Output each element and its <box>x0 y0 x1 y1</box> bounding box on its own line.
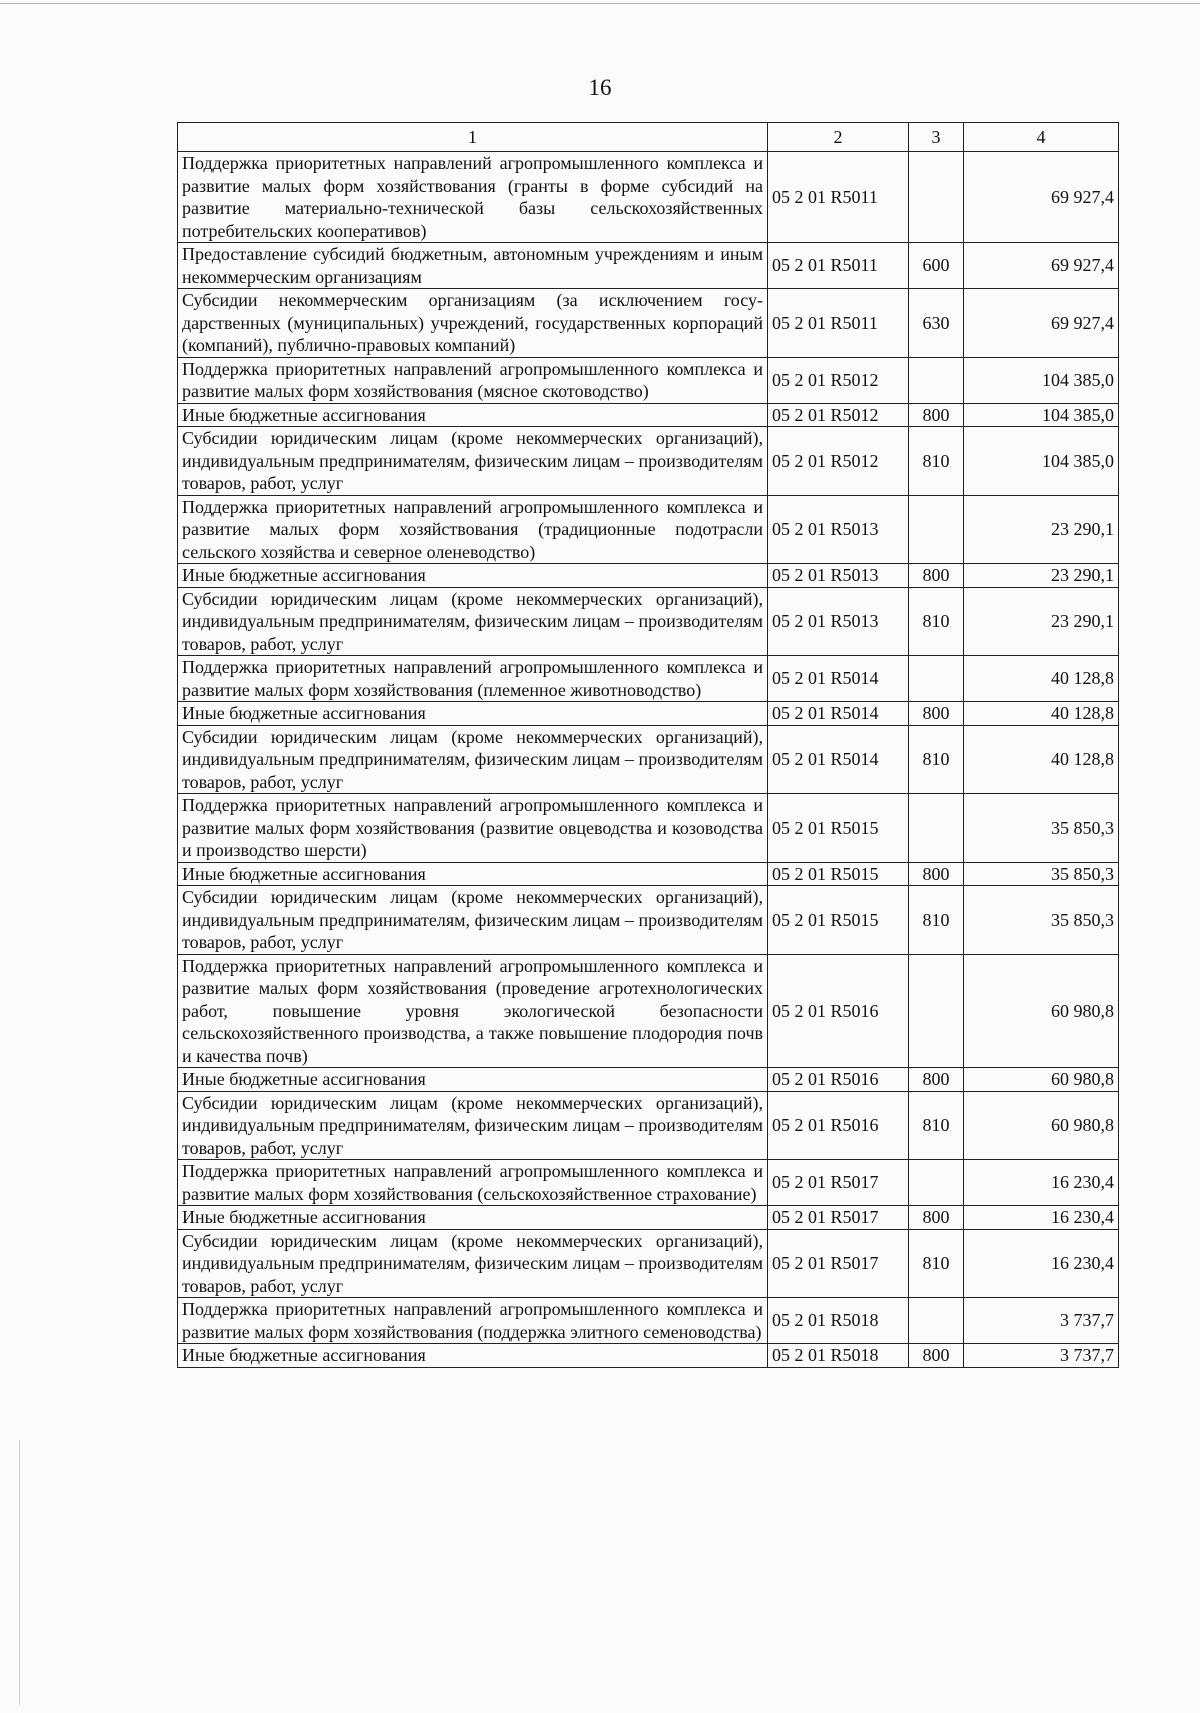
row-type: 810 <box>909 1091 964 1160</box>
row-description: Субсидии юридическим лицам (кроме некоммерческих организаций), индивидуальным предпринимателям, физическим лицам – производителям товаров, работ, услуг <box>178 1091 768 1160</box>
row-type: 800 <box>909 862 964 886</box>
row-amount: 60 980,8 <box>964 954 1119 1068</box>
row-description: Иные бюджетные ассигнования <box>178 702 768 726</box>
row-description: Поддержка приоритетных направлений агропромышленного комплекса и развитие малых форм хозяйствования (сельскохозяйственное страхование) <box>178 1160 768 1206</box>
row-amount: 104 385,0 <box>964 403 1119 427</box>
row-code: 05 2 01 R5016 <box>768 1068 909 1092</box>
row-amount: 35 850,3 <box>964 862 1119 886</box>
row-description: Субсидии юридическим лицам (кроме некоммерческих организаций), индивидуальным предпринимателям, физическим лицам – производителям товаров, работ, услуг <box>178 886 768 955</box>
row-type: 800 <box>909 702 964 726</box>
row-code: 05 2 01 R5017 <box>768 1160 909 1206</box>
row-description: Субсидии юридическим лицам (кроме некоммерческих организаций), индивидуальным предпринимателям, физическим лицам – производителям товаров, работ, услуг <box>178 725 768 794</box>
row-amount: 35 850,3 <box>964 886 1119 955</box>
row-amount: 23 290,1 <box>964 587 1119 656</box>
row-description: Поддержка приоритетных направлений агропромышленного комплекса и развитие малых форм хозяйствования (поддержка элитного семеноводства) <box>178 1298 768 1344</box>
row-type: 810 <box>909 725 964 794</box>
row-description: Поддержка приоритетных направлений агропромышленного комплекса и развитие малых форм хозяйствования (традиционные подотрасли сельского хозяйства и северное оленеводство) <box>178 495 768 564</box>
row-type: 800 <box>909 1206 964 1230</box>
row-description: Иные бюджетные ассигнования <box>178 1206 768 1230</box>
row-type <box>909 954 964 1068</box>
row-description: Поддержка приоритетных направлений агропромышленного комплекса и развитие малых форм хозяйствования (мясное скотоводство) <box>178 357 768 403</box>
row-code: 05 2 01 R5014 <box>768 656 909 702</box>
table-row <box>178 243 1119 289</box>
row-type: 630 <box>909 289 964 358</box>
row-description: Поддержка приоритетных направлений агропромышленного комплекса и развитие малых форм хозяйствования (гранты в форме субсидий на развитие материально-технической базы сельскохозяйственных потребительских кооперативов) <box>178 152 768 243</box>
column-header-amount: 4 <box>964 123 1119 152</box>
row-amount: 35 850,3 <box>964 794 1119 863</box>
table-row <box>178 1091 1119 1160</box>
row-code: 05 2 01 R5012 <box>768 357 909 403</box>
row-code: 05 2 01 R5017 <box>768 1206 909 1230</box>
row-amount: 40 128,8 <box>964 656 1119 702</box>
row-description: Предоставление субсидий бюджетным, автономным учреждениям и иным некоммерческим организациям <box>178 243 768 289</box>
row-code: 05 2 01 R5012 <box>768 403 909 427</box>
table-row <box>178 403 1119 427</box>
row-amount: 69 927,4 <box>964 243 1119 289</box>
table-row <box>178 656 1119 702</box>
table-row <box>178 1206 1119 1230</box>
row-type <box>909 1160 964 1206</box>
table-row <box>178 587 1119 656</box>
row-type <box>909 794 964 863</box>
table-row <box>178 794 1119 863</box>
row-code: 05 2 01 R5011 <box>768 152 909 243</box>
row-amount: 23 290,1 <box>964 495 1119 564</box>
row-description: Иные бюджетные ассигнования <box>178 564 768 588</box>
table-row <box>178 289 1119 358</box>
row-amount: 104 385,0 <box>964 427 1119 496</box>
row-type: 810 <box>909 587 964 656</box>
row-amount: 40 128,8 <box>964 725 1119 794</box>
table-row <box>178 862 1119 886</box>
row-description: Поддержка приоритетных направлений агропромышленного комплекса и развитие малых форм хозяйствования (проведение агротехнологических работ, повышение уровня экологической безопасности сельскохозяйственного производства, а также повышение плодородия почв и качества почв) <box>178 954 768 1068</box>
row-description: Субсидии некоммерческим организациям (за исключением государственных (муниципальных) учреждений, государственных корпораций (компаний), публично-правовых компаний) <box>178 289 768 358</box>
table-row <box>178 702 1119 726</box>
row-amount: 60 980,8 <box>964 1091 1119 1160</box>
row-description: Иные бюджетные ассигнования <box>178 1068 768 1092</box>
column-header-description: 1 <box>178 123 768 152</box>
row-type: 800 <box>909 403 964 427</box>
row-code: 05 2 01 R5014 <box>768 725 909 794</box>
row-description: Субсидии юридическим лицам (кроме некоммерческих организаций), индивидуальным предпринимателям, физическим лицам – производителям товаров, работ, услуг <box>178 427 768 496</box>
row-amount: 3 737,7 <box>964 1344 1119 1368</box>
row-code: 05 2 01 R5015 <box>768 862 909 886</box>
table-row <box>178 427 1119 496</box>
row-amount: 16 230,4 <box>964 1206 1119 1230</box>
row-code: 05 2 01 R5012 <box>768 427 909 496</box>
table-row <box>178 954 1119 1068</box>
table-row <box>178 152 1119 243</box>
page-number: 16 <box>588 75 612 100</box>
column-header-code: 2 <box>768 123 909 152</box>
row-code: 05 2 01 R5013 <box>768 495 909 564</box>
row-type: 800 <box>909 1344 964 1368</box>
table-header-row <box>178 123 1119 152</box>
table-row <box>178 564 1119 588</box>
row-code: 05 2 01 R5015 <box>768 886 909 955</box>
row-amount: 40 128,8 <box>964 702 1119 726</box>
row-type <box>909 152 964 243</box>
row-description: Иные бюджетные ассигнования <box>178 403 768 427</box>
row-description: Субсидии юридическим лицам (кроме некоммерческих организаций), индивидуальным предпринимателям, физическим лицам – производителям товаров, работ, услуг <box>178 1229 768 1298</box>
column-header-type: 3 <box>909 123 964 152</box>
row-amount: 69 927,4 <box>964 289 1119 358</box>
row-code: 05 2 01 R5018 <box>768 1344 909 1368</box>
row-type: 810 <box>909 1229 964 1298</box>
row-type <box>909 357 964 403</box>
row-type: 800 <box>909 564 964 588</box>
row-amount: 16 230,4 <box>964 1229 1119 1298</box>
table-row <box>178 886 1119 955</box>
row-amount: 69 927,4 <box>964 152 1119 243</box>
row-description: Поддержка приоритетных направлений агропромышленного комплекса и развитие малых форм хозяйствования (племенное животноводство) <box>178 656 768 702</box>
row-description: Поддержка приоритетных направлений агропромышленного комплекса и развитие малых форм хозяйствования (развитие овцеводства и козоводства и производство шерсти) <box>178 794 768 863</box>
row-description: Иные бюджетные ассигнования <box>178 1344 768 1368</box>
table-row <box>178 1160 1119 1206</box>
table-row <box>178 357 1119 403</box>
table-row <box>178 1344 1119 1368</box>
table-row <box>178 1298 1119 1344</box>
row-code: 05 2 01 R5016 <box>768 1091 909 1160</box>
row-code: 05 2 01 R5013 <box>768 564 909 588</box>
row-description: Субсидии юридическим лицам (кроме некоммерческих организаций), индивидуальным предпринимателям, физическим лицам – производителям товаров, работ, услуг <box>178 587 768 656</box>
row-type: 800 <box>909 1068 964 1092</box>
row-code: 05 2 01 R5017 <box>768 1229 909 1298</box>
row-amount: 60 980,8 <box>964 1068 1119 1092</box>
row-type: 810 <box>909 427 964 496</box>
row-code: 05 2 01 R5011 <box>768 289 909 358</box>
table-row <box>178 495 1119 564</box>
row-type: 810 <box>909 886 964 955</box>
row-type <box>909 1298 964 1344</box>
budget-table <box>177 122 1119 1368</box>
table-row <box>178 1229 1119 1298</box>
row-code: 05 2 01 R5018 <box>768 1298 909 1344</box>
row-type: 600 <box>909 243 964 289</box>
row-amount: 104 385,0 <box>964 357 1119 403</box>
row-code: 05 2 01 R5011 <box>768 243 909 289</box>
row-code: 05 2 01 R5015 <box>768 794 909 863</box>
row-amount: 3 737,7 <box>964 1298 1119 1344</box>
scan-left-edge <box>19 1440 20 1705</box>
row-description: Иные бюджетные ассигнования <box>178 862 768 886</box>
row-code: 05 2 01 R5016 <box>768 954 909 1068</box>
table-row <box>178 1068 1119 1092</box>
row-type <box>909 656 964 702</box>
row-code: 05 2 01 R5014 <box>768 702 909 726</box>
row-amount: 23 290,1 <box>964 564 1119 588</box>
scan-top-edge <box>0 3 1200 4</box>
row-amount: 16 230,4 <box>964 1160 1119 1206</box>
row-code: 05 2 01 R5013 <box>768 587 909 656</box>
table-body <box>178 152 1119 1368</box>
table-row <box>178 725 1119 794</box>
row-type <box>909 495 964 564</box>
